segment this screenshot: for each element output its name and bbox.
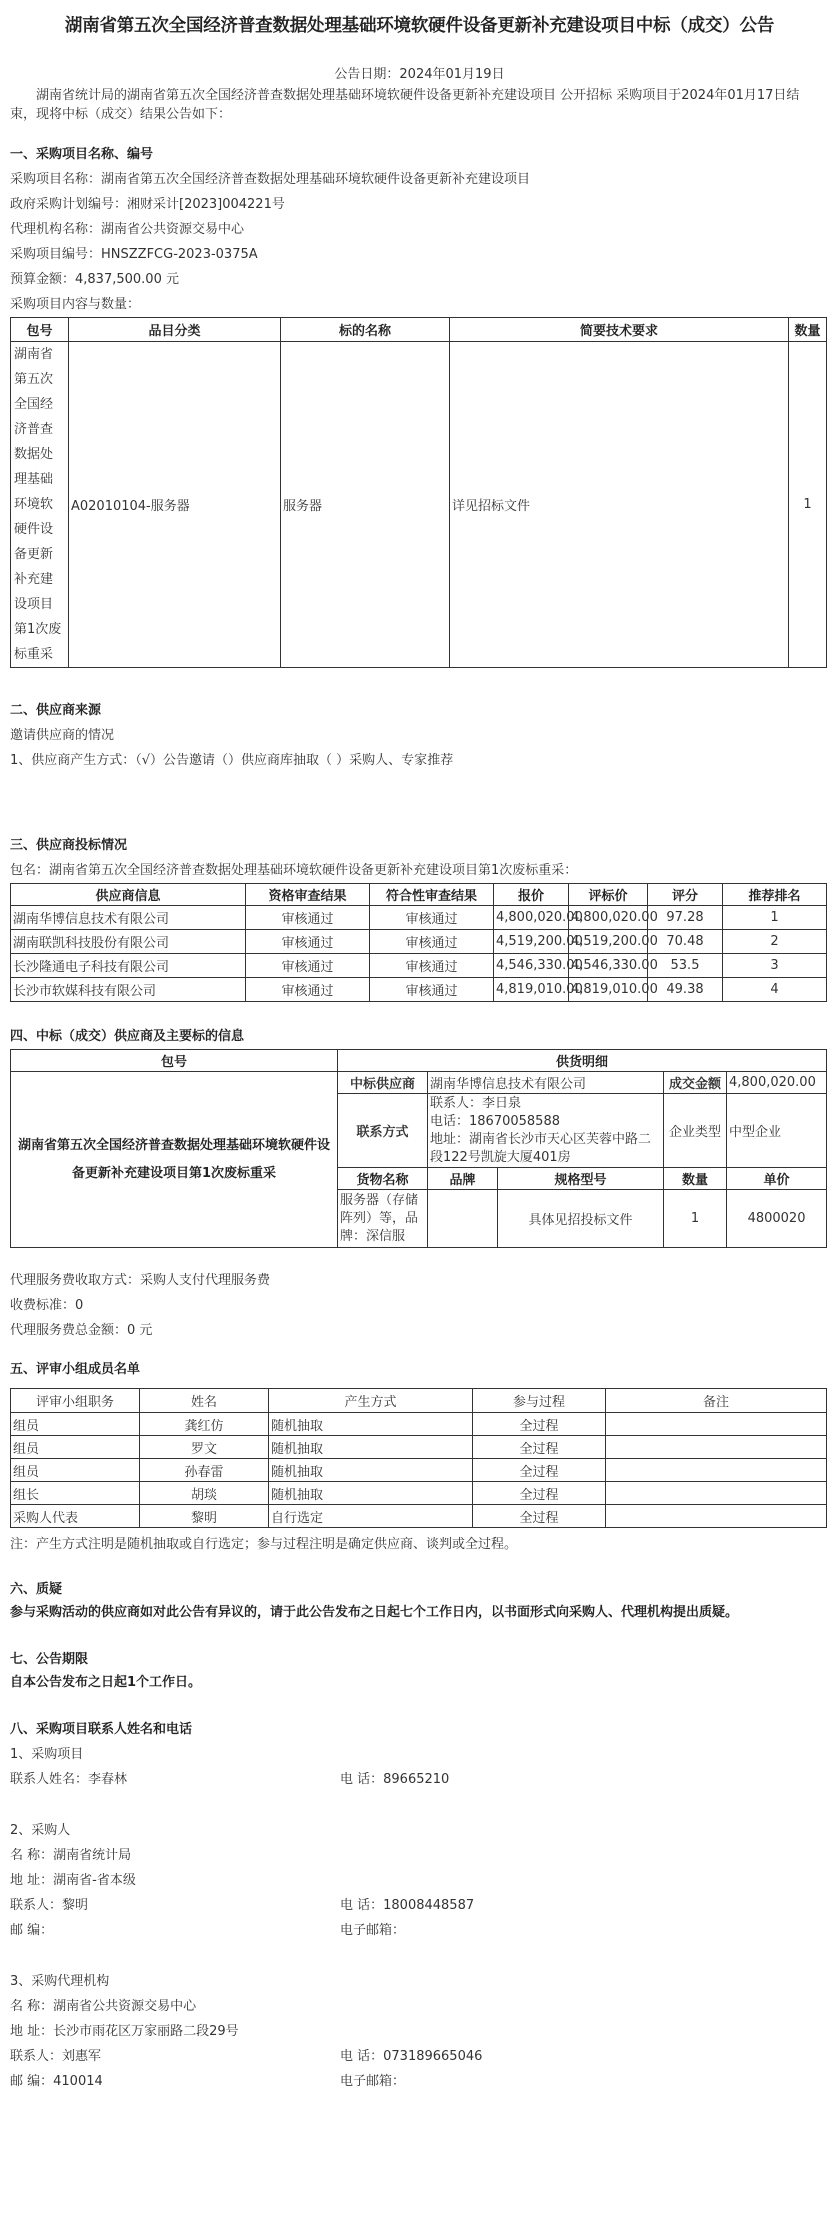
fee-total: 代理服务费总金额：0 元 [10,1323,153,1338]
committee-cell-note [606,1413,827,1436]
goods-qty: 1 [664,1190,727,1248]
section5-heading: 五、评审小组成员名单 [10,1362,141,1377]
project-contact-phone: 电 话：89665210 [340,1772,450,1787]
content-label: 采购项目内容与数量： [10,297,141,312]
committee-row [11,1459,827,1482]
bid-cell-rank: 2 [723,930,827,954]
committee-cell-name: 孙春雷 [140,1459,269,1482]
goods-name: 服务器（存储阵列）等，品牌：深信服 [338,1190,428,1248]
section2-heading: 二、供应商来源 [10,703,102,718]
agency-contact-row [10,2044,829,2069]
project-number: 采购项目编号：HNSZZFCG-2023-0375A [10,247,258,262]
content-qty: 1 [789,342,827,668]
purchaser-email: 电子邮箱： [340,1923,406,1938]
bid-cell-price: 4,546,330.00 [494,954,569,978]
agency-contact: 联系人：刘惠军 [10,2049,102,2064]
objection-text: 参与采购活动的供应商如对此公告有异议的，请于此公告发布之日起七个工作日内，以书面形式向采购人、代理机构提出质疑。 [10,1605,739,1620]
bid-package-line: 包名：湖南省第五次全国经济普查数据处理基础环境软硬件设备更新补充建设项目第1次废标重采： [10,863,578,878]
fee-method: 代理服务费收取方式：采购人支付代理服务费 [10,1273,271,1288]
th-role: 评审小组职务 [11,1389,140,1413]
content-package: 湖南省第五次全国经济普查数据处理基础环境软硬件设备更新补充建设项目第1次废标重采 [11,342,69,668]
intro-text: 湖南省统计局的湖南省第五次全国经济普查数据处理基础环境软硬件设备更新补充建设项目 公开招标 采购项目于2024年01月17日结束，现将中标（成交）结果公告如下： [10,88,800,122]
bid-cell-qual: 审核通过 [246,954,370,978]
purchaser-address: 地 址：湖南省-省本级 [10,1873,136,1888]
committee-cell-note [606,1505,827,1528]
agency-name: 代理机构名称：湖南省公共资源交易中心 [10,222,245,237]
th-rank: 推荐排名 [723,884,827,906]
th-goods-name: 货物名称 [338,1168,428,1190]
purchaser-title: 2、采购人 [10,1823,71,1838]
bid-cell-price: 4,800,020.00 [494,906,569,930]
fee-standard: 收费标准：0 [10,1298,84,1313]
committee-table [10,1388,827,1528]
committee-cell-role: 组员 [11,1413,140,1436]
committee-row [11,1482,827,1505]
committee-cell-note [606,1482,827,1505]
supplier-source: 邀请供应商的情况 [10,728,115,743]
bid-cell-score: 70.48 [648,930,723,954]
bid-cell-eval: 4,819,010.00 [569,978,648,1002]
agency-title: 3、采购代理机构 [10,1974,110,1989]
committee-row [11,1436,827,1459]
contact-label: 联系方式 [338,1094,428,1168]
purchaser-postcode: 邮 编： [10,1923,54,1938]
th-conformity: 符合性审查结果 [370,884,494,906]
project-contact-name: 联系人姓名：李春林 [10,1772,128,1787]
th-spec: 规格型号 [498,1168,664,1190]
bid-cell-conf: 审核通过 [370,954,494,978]
bid-cell-conf: 审核通过 [370,978,494,1002]
bid-cell-eval: 4,800,020.00 [569,906,648,930]
content-item: 服务器 [281,342,450,668]
committee-cell-process: 全过程 [473,1482,606,1505]
project-contact-title: 1、采购项目 [10,1747,84,1762]
project-name: 采购项目名称：湖南省第五次全国经济普查数据处理基础环境软硬件设备更新补充建设项目 [10,172,531,187]
committee-cell-role: 采购人代表 [11,1505,140,1528]
committee-cell-method: 随机抽取 [269,1482,473,1505]
bid-cell-eval: 4,519,200.00 [569,930,648,954]
purchaser-post-row [10,1918,829,1943]
plan-number: 政府采购计划编号：湘财采计[2023]004221号 [10,197,285,212]
committee-cell-process: 全过程 [473,1459,606,1482]
content-category: A02010104-服务器 [69,342,281,668]
th-price: 报价 [494,884,569,906]
committee-cell-process: 全过程 [473,1413,606,1436]
goods-spec: 具体见招投标文件 [498,1190,664,1248]
bid-cell-rank: 4 [723,978,827,1002]
committee-cell-role: 组员 [11,1459,140,1482]
section1-heading: 一、采购项目名称、编号 [10,147,154,162]
th-eval-price: 评标价 [569,884,648,906]
bid-row [11,978,827,1002]
committee-cell-role: 组长 [11,1482,140,1505]
th-process: 参与过程 [473,1389,606,1413]
agency-org-name: 名 称：湖南省公共资源交易中心 [10,1999,197,2014]
amount-label: 成交金额 [664,1072,727,1094]
committee-cell-method: 随机抽取 [269,1413,473,1436]
goods-price: 4800020 [727,1190,827,1248]
bid-table [10,883,827,1002]
committee-cell-role: 组员 [11,1436,140,1459]
contact-address: 地址：湖南省长沙市天心区芙蓉中路二段122号凯旋大厦401房 [430,1131,652,1165]
th-note: 备注 [606,1389,827,1413]
winner-label: 中标供应商 [338,1072,428,1094]
purchaser-contact: 联系人：黎明 [10,1898,89,1913]
th-supplier: 供应商信息 [11,884,246,906]
agency-address: 地 址：长沙市雨花区万家丽路二段29号 [10,2024,239,2039]
agency-phone: 电 话：073189665046 [340,2049,483,2064]
committee-note: 注：产生方式注明是随机抽取或自行选定；参与过程注明是确定供应商、谈判或全过程。 [10,1537,518,1552]
th-package: 包号 [11,318,69,342]
winner-table [10,1049,827,1248]
bid-row [11,954,827,978]
th-tech: 简要技术要求 [450,318,789,342]
agency-postcode: 邮 编：410014 [10,2074,103,2089]
committee-cell-process: 全过程 [473,1436,606,1459]
bid-cell-qual: 审核通过 [246,906,370,930]
bid-cell-rank: 1 [723,906,827,930]
th-qualification: 资格审查结果 [246,884,370,906]
bid-cell-conf: 审核通过 [370,906,494,930]
period-text: 自本公告发布之日起1个工作日。 [10,1675,202,1690]
committee-cell-method: 自行选定 [269,1505,473,1528]
type-label: 企业类型 [664,1094,727,1168]
committee-cell-method: 随机抽取 [269,1459,473,1482]
winner-package: 湖南省第五次全国经济普查数据处理基础环境软硬件设备更新补充建设项目第1次废标重采 [11,1072,338,1248]
bid-row [11,906,827,930]
bid-cell-name: 长沙隆通电子科技有限公司 [11,954,246,978]
bid-cell-rank: 3 [723,954,827,978]
th-name: 姓名 [140,1389,269,1413]
committee-cell-note [606,1459,827,1482]
committee-cell-name: 罗文 [140,1436,269,1459]
committee-row [11,1413,827,1436]
content-table [10,317,827,668]
contact-person: 联系人：李日泉 [430,1095,522,1111]
bid-cell-eval: 4,546,330.00 [569,954,648,978]
committee-cell-name: 黎明 [140,1505,269,1528]
section3-heading: 三、供应商投标情况 [10,838,128,853]
content-tech: 详见招标文件 [450,342,789,668]
supplier-method: 1、供应商产生方式：（√）公告邀请（）供应商库抽取（ ）采购人、专家推荐 [10,753,454,768]
bid-cell-name: 长沙市软媒科技有限公司 [11,978,246,1002]
bid-row [11,930,827,954]
th-unit-price: 单价 [727,1168,827,1190]
th-qty: 数量 [789,318,827,342]
bid-cell-name: 湖南联凯科技股份有限公司 [11,930,246,954]
bid-cell-qual: 审核通过 [246,930,370,954]
purchaser-phone: 电 话：18008448587 [340,1898,475,1913]
th-item: 标的名称 [281,318,450,342]
contact-info [428,1094,664,1168]
th-brand: 品牌 [428,1168,498,1190]
bid-cell-score: 97.28 [648,906,723,930]
agency-email: 电子邮箱： [340,2074,406,2089]
bid-cell-price: 4,819,010.00 [494,978,569,1002]
section4-heading: 四、中标（成交）供应商及主要标的信息 [10,1029,245,1044]
committee-cell-process: 全过程 [473,1505,606,1528]
section6-heading: 六、质疑 [10,1582,63,1597]
page-title: 湖南省第五次全国经济普查数据处理基础环境软硬件设备更新补充建设项目中标（成交）公告 [64,16,775,36]
committee-row [11,1505,827,1528]
purchaser-name: 名 称：湖南省统计局 [10,1848,132,1863]
project-contact-row [10,1767,829,1792]
committee-cell-name: 龚红仿 [140,1413,269,1436]
th-package-no: 包号 [11,1050,338,1072]
bid-cell-price: 4,519,200.00 [494,930,569,954]
committee-cell-name: 胡琰 [140,1482,269,1505]
agency-post-row [10,2069,829,2094]
winner-name: 湖南华博信息技术有限公司 [428,1072,664,1094]
bid-cell-score: 53.5 [648,954,723,978]
purchaser-contact-row [10,1893,829,1918]
winner-amount: 4,800,020.00 [727,1072,827,1094]
bid-cell-conf: 审核通过 [370,930,494,954]
contact-phone: 电话：18670058588 [430,1113,560,1129]
th-score: 评分 [648,884,723,906]
th-goods-qty: 数量 [664,1168,727,1190]
budget-amount: 预算金额：4,837,500.00 元 [10,272,179,287]
enterprise-type: 中型企业 [727,1094,827,1168]
bid-cell-qual: 审核通过 [246,978,370,1002]
th-category: 品目分类 [69,318,281,342]
bid-cell-name: 湖南华博信息技术有限公司 [11,906,246,930]
bid-cell-score: 49.38 [648,978,723,1002]
section8-heading: 八、采购项目联系人姓名和电话 [10,1722,193,1737]
committee-cell-method: 随机抽取 [269,1436,473,1459]
th-supply-detail: 供货明细 [338,1050,827,1072]
section7-heading: 七、公告期限 [10,1652,89,1667]
th-method: 产生方式 [269,1389,473,1413]
goods-brand [428,1190,498,1248]
publish-date: 公告日期：2024年01月19日 [334,67,505,82]
committee-cell-note [606,1436,827,1459]
